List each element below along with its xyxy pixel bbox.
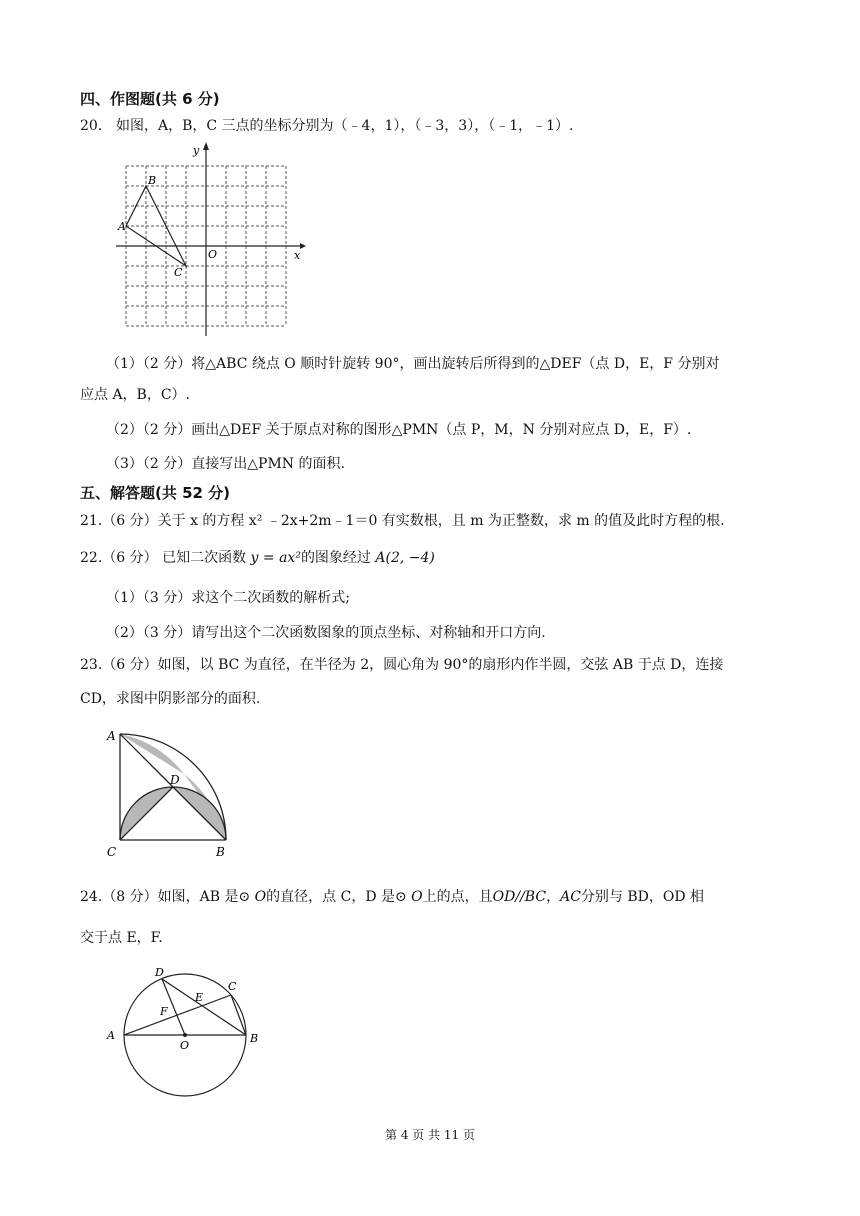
label-e: E bbox=[195, 991, 204, 1004]
question-24-line-1 bbox=[80, 887, 704, 907]
question-24-line-2: 交于点 E，F. bbox=[80, 930, 163, 946]
question-24-circle-1: ⊙ O bbox=[238, 889, 267, 905]
x-axis-arrow bbox=[300, 243, 306, 249]
label-y-axis: y bbox=[193, 144, 200, 157]
y-axis-arrow bbox=[203, 142, 209, 150]
label-a: A bbox=[107, 729, 116, 743]
center-point bbox=[183, 1033, 187, 1037]
label-f: F bbox=[160, 1005, 168, 1018]
question-22-part-1: （1）（3 分）求这个二次函数的解析式; bbox=[106, 590, 350, 606]
question-20-part-2: （2）（2 分）画出△DEF 关于原点对称的图形△PMN（点 P，M，N 分别对应点 D，E，F）. bbox=[106, 422, 692, 438]
axes bbox=[116, 144, 300, 336]
label-x-axis: x bbox=[294, 249, 301, 262]
question-22-point: A(2, −4) bbox=[375, 550, 435, 566]
question-24-text-2: 的直径，点 C，D 是 bbox=[266, 889, 395, 905]
label-b: B bbox=[250, 1032, 259, 1045]
chord-bc bbox=[231, 995, 246, 1035]
label-a: A bbox=[107, 1029, 115, 1042]
label-a: A bbox=[118, 220, 126, 233]
sector-semicircle-figure bbox=[104, 726, 236, 860]
label-c: C bbox=[107, 845, 117, 859]
question-24-circle-2: ⊙ O bbox=[395, 889, 423, 905]
label-c: C bbox=[228, 980, 237, 993]
question-22 bbox=[80, 548, 435, 568]
question-24-text-4: ， bbox=[546, 889, 561, 905]
coordinate-grid-figure bbox=[110, 140, 310, 338]
label-c: C bbox=[174, 266, 183, 279]
question-24-text-1: 24.（8 分）如图，AB 是 bbox=[80, 889, 239, 905]
question-21: 21.（6 分）关于 x 的方程 x² ﹣2x+2m﹣1＝0 有实数根，且 m 为正整数，求 m 的值及此时方程的根. bbox=[80, 513, 725, 529]
question-22-part-2: （2）（3 分）请写出这个二次函数图象的顶点坐标、对称轴和开口方向. bbox=[106, 625, 546, 641]
question-24-text-5: 分别与 BD，OD 相 bbox=[580, 889, 705, 905]
question-24-ac: AC bbox=[560, 889, 581, 905]
page-footer: 第 4 页 共 11 页 bbox=[385, 1128, 475, 1142]
label-d: D bbox=[170, 773, 180, 787]
question-23-line-2: CD，求图中阴影部分的面积. bbox=[80, 691, 261, 707]
label-b: B bbox=[148, 174, 157, 187]
question-20-part-3: （3）（2 分）直接写出△PMN 的面积. bbox=[106, 456, 345, 472]
section-heading-four: 四、作图题(共 6 分) bbox=[80, 90, 220, 108]
label-d: D bbox=[155, 966, 164, 979]
question-24-parallel: OD//BC bbox=[492, 889, 547, 905]
label-b: B bbox=[216, 845, 225, 859]
section-heading-five: 五、解答题(共 52 分) bbox=[80, 484, 231, 502]
question-22-formula: y = ax² bbox=[250, 550, 301, 566]
question-20-text: 如图，A，B，C 三点的坐标分别为（﹣4，1），（﹣3，3），（﹣1，﹣1）. bbox=[116, 118, 574, 134]
question-23-line-1: 23.（6 分）如图，以 BC 为直径，在半径为 2，圆心角为 90°的扇形内作半圆，交弦 AB 于点 D，连接 bbox=[80, 657, 724, 673]
question-20-part-1-line-1: （1）（2 分）将△ABC 绕点 O 顺时针旋转 90°，画出旋转后所得到的△DEF（点 D，E，F 分别对 bbox=[106, 356, 720, 372]
circle-figure bbox=[106, 962, 266, 1100]
question-22-text-2: 的图象经过 bbox=[300, 550, 376, 566]
question-20-part-1-line-2: 应点 A，B，C）. bbox=[80, 387, 191, 403]
question-24-text-3: 上的点，且 bbox=[422, 889, 493, 905]
question-22-text: 22.（6 分） 已知二次函数 bbox=[80, 550, 251, 566]
label-o: O bbox=[180, 1039, 190, 1052]
label-origin: O bbox=[208, 248, 218, 261]
shaded-region-upper-left bbox=[120, 734, 184, 774]
question-20-number: 20. bbox=[80, 118, 103, 134]
